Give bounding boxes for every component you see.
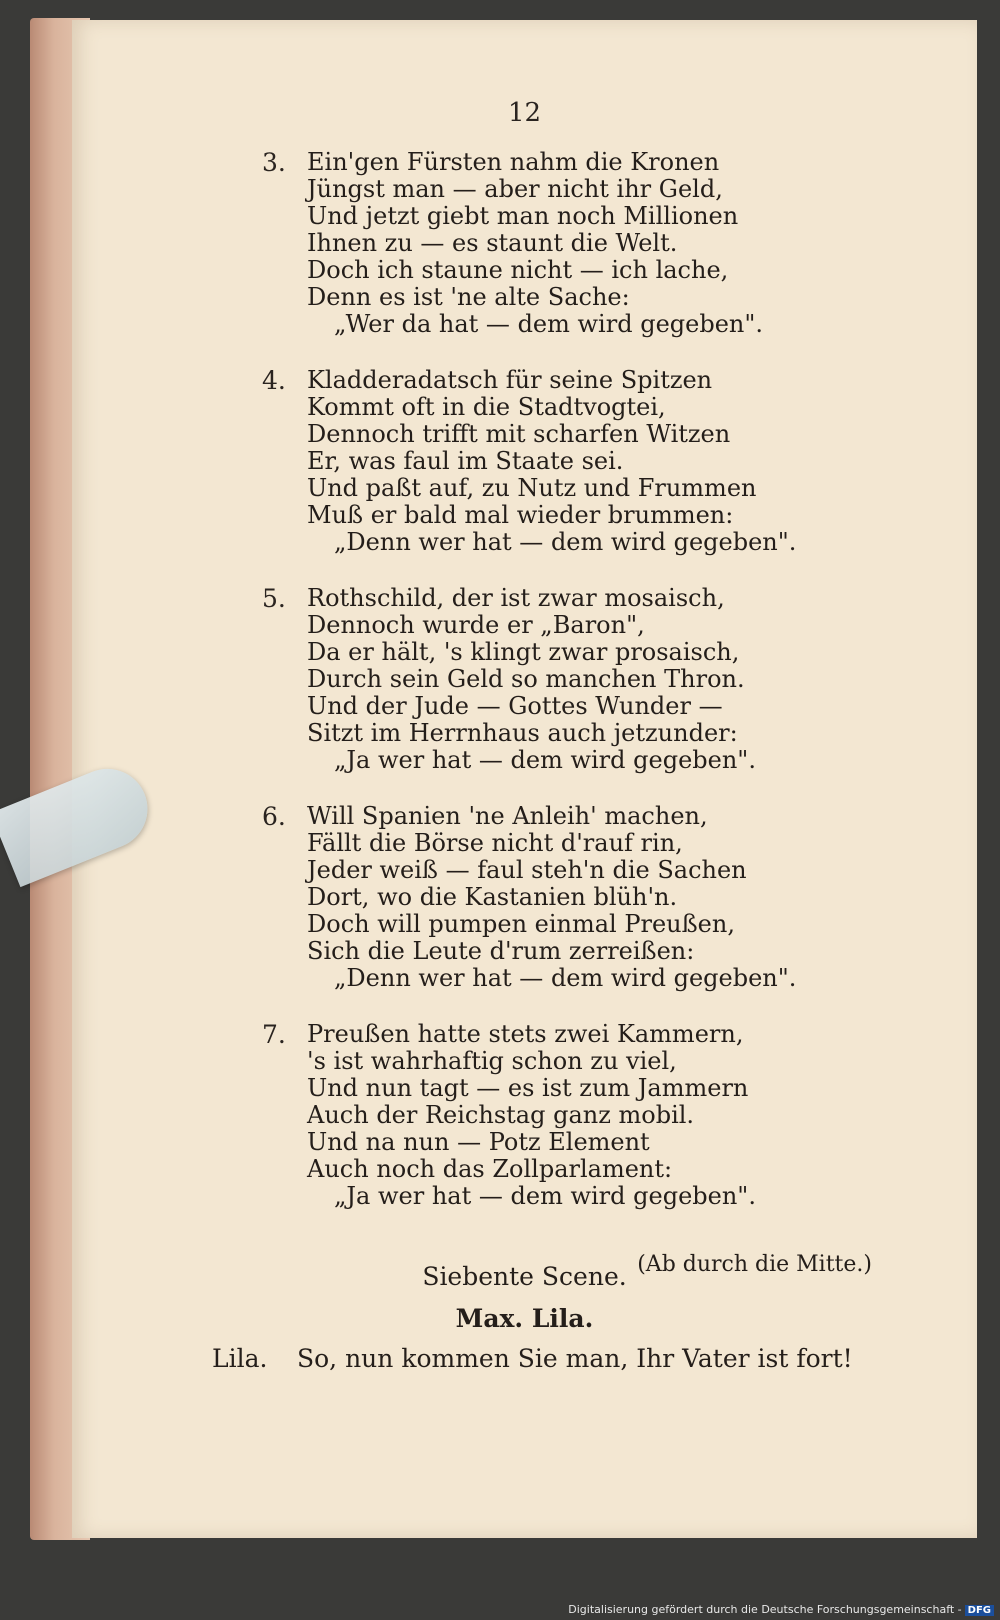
verse-line: Auch noch das Zollparlament: [307,1155,673,1183]
verse-line: Durch sein Geld so manchen Thron. [307,665,745,693]
refrain-line: „Ja wer hat — dem wird gegeben". [334,746,756,774]
verse-line: Dort, wo die Kastanien blüh'n. [307,883,678,911]
verse-line: Und paßt auf, zu Nutz und Frummen [307,474,757,502]
verse-line: Doch ich staune nicht — ich lache, [307,256,729,284]
credit-text: Digitalisierung gefördert durch die Deutsche Forschungsgemeinschaft - [568,1603,962,1616]
dialogue-text: So, nun kommen Sie man, Ihr Vater ist fort! [297,1344,853,1373]
verse-line: Und jetzt giebt man noch Millionen [307,202,739,230]
verse-line: Jüngst man — aber nicht ihr Geld, [307,175,723,203]
verse-line: Da er hält, 's klingt zwar prosaisch, [307,638,740,666]
stanza-number: 6. [262,802,286,831]
stanza-number: 3. [262,148,286,177]
verse-line: Dennoch wurde er „Baron", [307,611,645,639]
scene-characters: Max. Lila. [455,1304,594,1333]
refrain-line: „Denn wer hat — dem wird gegeben". [334,964,797,992]
book-page [72,20,977,1538]
stanza-number: 5. [262,584,286,613]
scene-title: Siebente Scene. [422,1262,627,1291]
verse-line: Und der Jude — Gottes Wunder — [307,692,723,720]
speaker-name: Lila. [212,1344,268,1373]
verse-line: Doch will pumpen einmal Preußen, [307,910,735,938]
dfg-logo: DFG [965,1605,994,1616]
verse-line: Kommt oft in die Stadtvogtei, [307,393,666,421]
verse-line: Ihnen zu — es staunt die Welt. [307,229,678,257]
refrain-line: „Wer da hat — dem wird gegeben". [334,310,764,338]
verse-line: Er, was faul im Staate sei. [307,447,624,475]
verse-line: Denn es ist 'ne alte Sache: [307,283,630,311]
verse-line: Rothschild, der ist zwar mosaisch, [307,584,725,612]
verse-line: Preußen hatte stets zwei Kammern, [307,1020,744,1048]
verse-line: Und na nun — Potz Element [307,1128,650,1156]
stage-direction: (Ab durch die Mitte.) [637,1252,872,1277]
stanza-number: 4. [262,366,286,395]
verse-line: Will Spanien 'ne Anleih' machen, [307,802,708,830]
stanza-number: 7. [262,1020,286,1049]
verse-line: Und nun tagt — es ist zum Jammern [307,1074,749,1102]
digitization-credit [568,1603,994,1616]
refrain-line: „Ja wer hat — dem wird gegeben". [334,1182,756,1210]
verse-line: Auch der Reichstag ganz mobil. [307,1101,695,1129]
verse-line: Kladderadatsch für seine Spitzen [307,366,713,394]
verse-line: Sitzt im Herrnhaus auch jetzunder: [307,719,738,747]
refrain-line: „Denn wer hat — dem wird gegeben". [334,528,797,556]
verse-line: Ein'gen Fürsten nahm die Kronen [307,148,720,176]
verse-line: Fällt die Börse nicht d'rauf rin, [307,829,683,857]
verse-line: Dennoch trifft mit scharfen Witzen [307,420,731,448]
verse-line: Muß er bald mal wieder brummen: [307,501,734,529]
verse-line: Sich die Leute d'rum zerreißen: [307,937,695,965]
page-number: 12 [507,98,542,128]
verse-line: Jeder weiß — faul steh'n die Sachen [307,856,747,884]
verse-line: 's ist wahrhaftig schon zu viel, [307,1047,677,1075]
